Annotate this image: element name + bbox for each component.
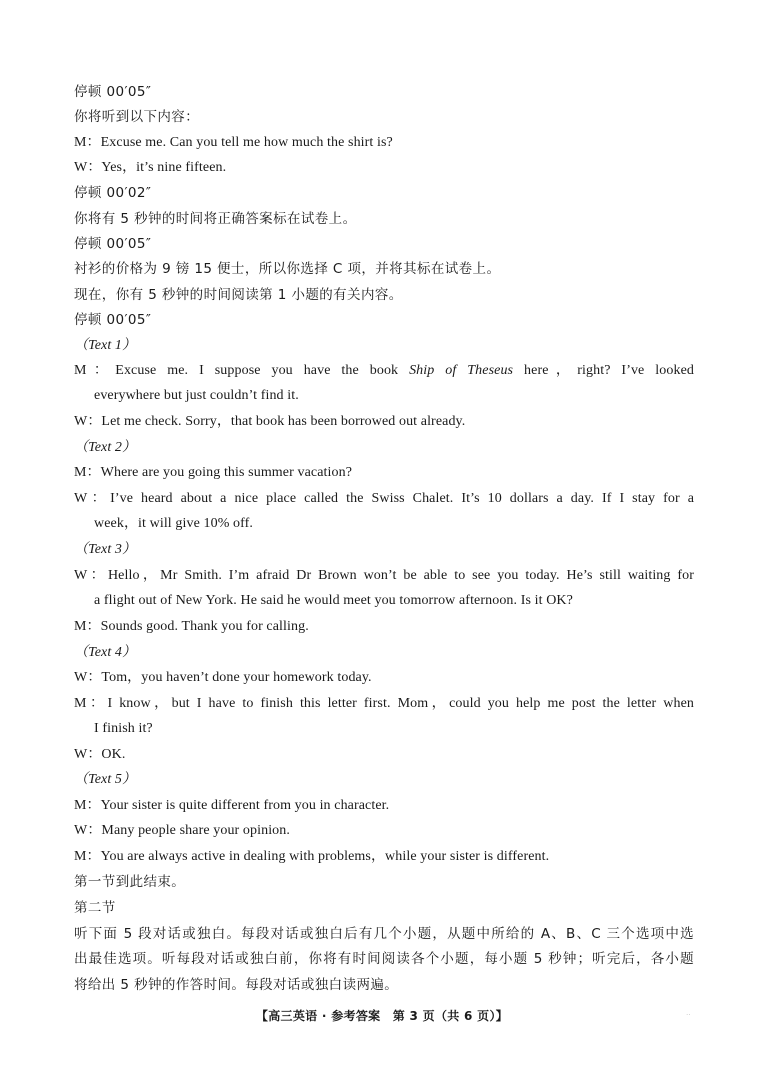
dialogue-line [74,694,694,714]
utterance: Where are you going this summer vacation? [100,465,353,480]
dialogue-line: W：Yes，it’s nine fifteen. [74,160,227,175]
speaker: M： [74,619,101,634]
instruction-line: 现在，你有 5 秒钟的时间阅读第 1 小题的有关内容。 [74,287,403,303]
text-label: （Text 2） [74,440,137,455]
scan-artifact-mark: ·· [686,1011,691,1019]
dialogue-line [74,361,694,381]
pause-line: 停顿 00′05″ [74,312,152,328]
dialogue-continuation: a flight out of New York. He said he would meet you tomorrow afternoon. Is it OK? [94,593,573,608]
utterance: OK. [101,747,126,762]
utterance: Many people share your opinion. [101,823,290,838]
utterance: Excuse me. I suppose you have the book [115,363,410,378]
utterance: You are always active in dealing with problems，while your sister is different. [100,849,550,864]
speaker: W： [74,823,102,838]
dialogue-line [74,412,694,432]
dialogue-line [74,489,694,509]
speaker: M： [74,798,101,813]
pause-line: 停顿 00′02″ [74,185,152,201]
utterance: I know，but I have to finish this letter first. Mom，could you help me post the letter when [107,696,694,711]
text-label: （Text 5） [74,772,137,787]
dialogue-continuation: I finish it? [94,721,153,736]
utterance: Sounds good. Thank you for calling. [100,619,309,634]
utterance: here，right? I’ve looked [513,363,694,378]
section-end-line: 第一节到此结束。 [74,874,186,890]
text-label: （Text 4） [74,645,137,660]
utterance: Let me check. Sorry，that book has been borrowed out already. [101,414,466,429]
dialogue-line [74,821,694,841]
dialogue-continuation: everywhere but just couldn’t find it. [94,388,299,403]
speaker: M： [74,465,101,480]
section-two-instruction: 出最佳选项。听每段对话或独白前，你将有时间阅读各个小题，每小题 5 秒钟；听完后，各小题 [74,951,694,967]
page-footer: 【高三英语 · 参考答案 第 3 页（共 6 页）】 [255,1009,509,1023]
book-title: Ship of Theseus [409,363,514,378]
instruction-line: 你将听到以下内容： [74,109,200,125]
text-label: （Text 3） [74,542,137,557]
speaker: M： [74,696,108,711]
dialogue-line [74,796,694,816]
section-two-instruction: 听下面 5 段对话或独白。每段对话或独白后有几个小题，从题中所给的 A、B、C 三个选项中选 [74,926,694,942]
speaker: M： [74,849,101,864]
dialogue-line [74,745,694,765]
dialogue-line [74,617,694,637]
dialogue-line [74,668,694,688]
instruction-line: 你将有 5 秒钟的时间将正确答案标在试卷上。 [74,211,357,227]
dialogue-line [74,463,694,483]
instruction-line: 衬衫的价格为 9 镑 15 便士，所以你选择 C 项，并将其标在试卷上。 [74,261,501,277]
speaker: W： [74,491,111,506]
utterance: Hello，Mr Smith. I’m afraid Dr Brown won’t be able to see you today. He’s still waiting for [107,568,694,583]
utterance: I’ve heard about a nice place called the Swiss Chalet. It’s 10 dollars a day. If I stay for a [110,491,695,506]
pause-line: 停顿 00′05″ [74,84,152,100]
speaker: W： [74,568,108,583]
text-label: （Text 1） [74,338,137,353]
section-two-instruction: 将给出 5 秒钟的作答时间。每段对话或独白读两遍。 [74,977,399,993]
utterance: Tom，you haven’t done your homework today. [101,670,372,685]
dialogue-line: M：Excuse me. Can you tell me how much the shirt is? [74,135,393,150]
speaker: M： [74,363,116,378]
speaker: W： [74,747,102,762]
utterance: Your sister is quite different from you in character. [100,798,390,813]
speaker: W： [74,414,102,429]
pause-line: 停顿 00′05″ [74,236,152,252]
speaker: W： [74,670,102,685]
dialogue-line [74,566,694,586]
section-two-heading: 第二节 [74,900,116,916]
dialogue-line [74,847,694,867]
dialogue-continuation: week，it will give 10% off. [94,516,254,531]
